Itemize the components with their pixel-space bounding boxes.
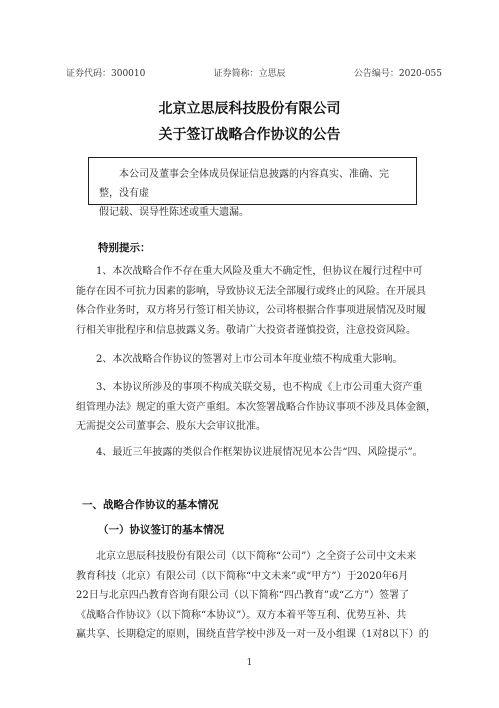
special-notice-heading: 特别提示：: [98, 242, 151, 254]
announcement-number: 公告编号：2020-055: [353, 69, 442, 79]
board-statement-line: 本公司及董事会全体成员保证信息披露的内容真实、准确、完整，没有虚: [99, 169, 389, 199]
page-number: 1: [246, 658, 253, 668]
text-line: 组管理办法》规定的重大资产重组。本次签署战略合作协议事项不涉及具体金额，: [76, 401, 436, 413]
company-title: 北京立思辰科技股份有限公司: [158, 101, 341, 117]
stock-abbreviation: 证券简称：立思辰: [213, 69, 286, 79]
announcement-title: 关于签订战略合作协议的公告: [158, 127, 341, 143]
text-line: 3、本协议所涉及的事项不构成关联交易，也不构成《上市公司重大资产重: [96, 382, 423, 393]
text-line: 2、本次战略合作协议的签署对上市公司本年度业绩不构成重大影响。: [96, 354, 403, 365]
text-line: 1、本次战略合作不存在重大风险及重大不确定性，但协议在履行过程中可: [96, 266, 423, 277]
section-1-heading: 一、战略合作协议的基本情况: [82, 499, 219, 511]
section-1-subheading: （一）协议签订的基本情况: [98, 524, 224, 536]
stock-code: 证券代码：300010: [66, 69, 146, 79]
text-line: 教育科技（北京）有限公司（以下简称“中文未来”或“甲方”）于2020年6月: [76, 570, 409, 582]
section-1-body: [76, 547, 436, 645]
text-line: 能存在因不可抗力因素的影响，导致协议无法全部履行或终止的风险。在开展具: [76, 285, 426, 297]
text-line: 北京立思辰科技股份有限公司（以下简称“公司”）之全资子公司中文未来: [96, 551, 417, 562]
text-line: 《战略合作协议》（以下简称“本协议”）。双方本着平等互利、优势互补、共: [76, 609, 407, 621]
board-statement-box: [88, 157, 417, 218]
announcement-meta-row: [66, 66, 442, 79]
text-line: 行相关审批程序和信息披露义务。敬请广大投资者谨慎投资，注意投资风险。: [76, 324, 416, 336]
board-statement-line: 假记载、误导性陈述或重大遗漏。: [99, 207, 249, 218]
special-notice-item-1: [76, 262, 436, 340]
special-notice-item-3: [76, 378, 436, 437]
special-notice-item-2: [76, 350, 436, 370]
text-line: 22日与北京四凸教育咨询有限公司（以下简称“四凸教育”或“乙方”）签署了: [76, 590, 410, 601]
special-notice-item-4: [76, 443, 436, 463]
text-line: 赢共享、长期稳定的原则，围绕直营学校中涉及一对一及小组课（1对8以下）的: [76, 629, 429, 640]
text-line: 无需提交公司董事会、股东大会审议批准。: [76, 421, 266, 432]
text-line: 4、最近三年披露的类似合作框架协议进展情况见本公告“四、风险提示”。: [96, 447, 423, 458]
text-line: 体合作业务时，双方将另行签订相关协议，公司将根据合作事项进展情况及时履: [76, 305, 426, 316]
